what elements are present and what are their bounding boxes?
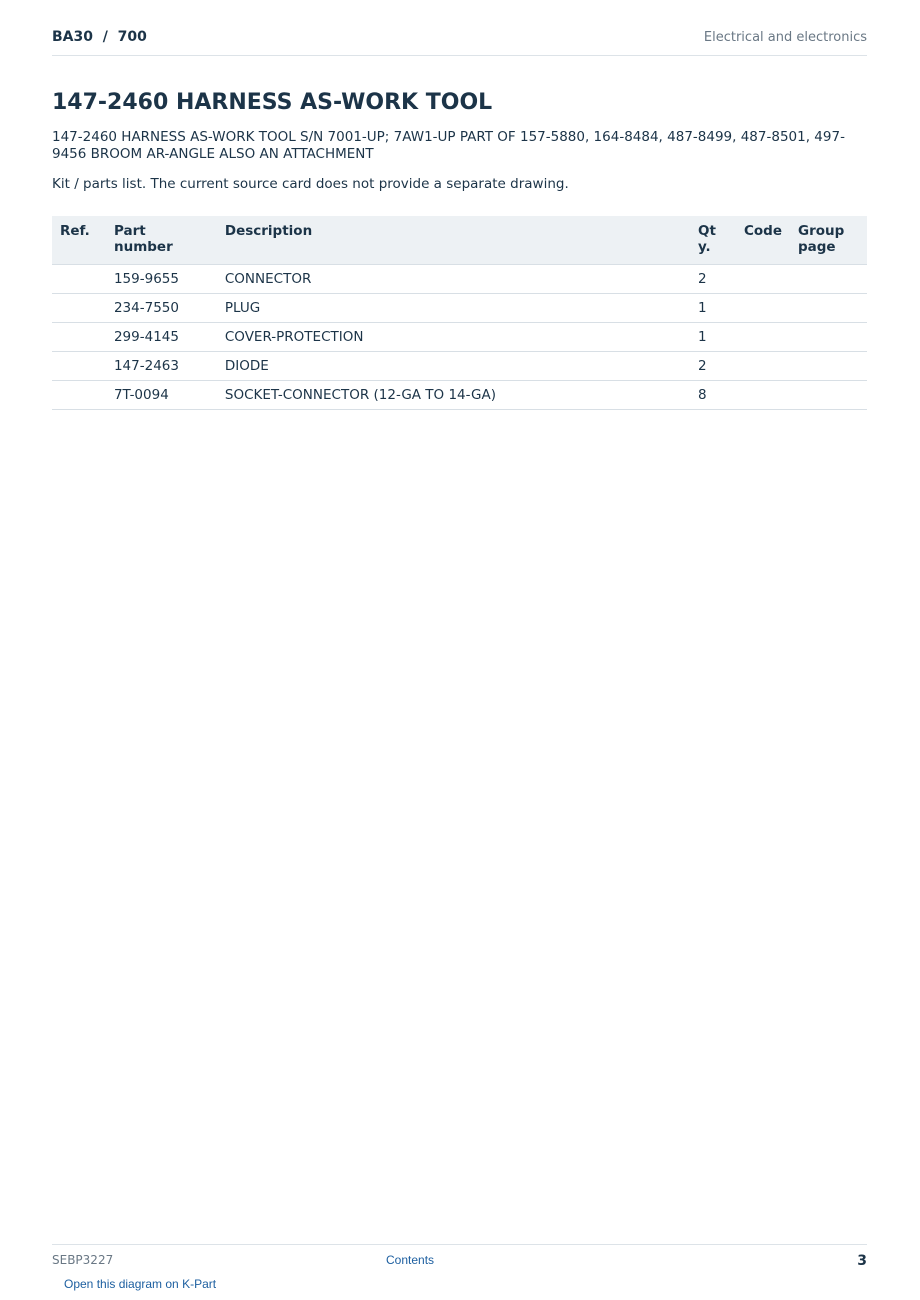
cell-ref bbox=[52, 293, 106, 322]
cell-description: COVER-PROTECTION bbox=[217, 322, 690, 351]
header-part-number: Part number bbox=[106, 216, 217, 264]
cell-description: DIODE bbox=[217, 351, 690, 380]
header-group-page: Group page bbox=[790, 216, 867, 264]
page-footer bbox=[52, 1244, 867, 1275]
cell-qty: 2 bbox=[690, 264, 736, 293]
contents-link[interactable]: Contents bbox=[386, 1253, 435, 1267]
cell-part-number: 7T-0094 bbox=[106, 380, 217, 409]
cell-ref bbox=[52, 380, 106, 409]
cell-qty: 1 bbox=[690, 322, 736, 351]
page-header bbox=[52, 28, 867, 56]
cell-group-page bbox=[790, 351, 867, 380]
cell-part-number: 159-9655 bbox=[106, 264, 217, 293]
cell-qty: 2 bbox=[690, 351, 736, 380]
source-note: Kit / parts list. The current source card does not provide a separate drawing. bbox=[52, 176, 569, 192]
table-header-row bbox=[52, 216, 867, 264]
cell-code bbox=[736, 264, 790, 293]
cell-ref bbox=[52, 264, 106, 293]
header-qty-label: Qty. bbox=[698, 223, 716, 255]
cell-qty: 1 bbox=[690, 293, 736, 322]
page-number: 3 bbox=[857, 1253, 867, 1269]
table-row bbox=[52, 380, 867, 409]
page-subtitle: 147-2460 HARNESS AS-WORK TOOL S/N 7001-UP; 7AW1-UP PART OF 157-5880, 164-8484, 487-8499, 487-8501, 497-9456 BROOM AR-ANGLE ALSO AN ATTACHMENT bbox=[52, 129, 845, 162]
cell-code bbox=[736, 351, 790, 380]
cell-ref bbox=[52, 351, 106, 380]
header-ref: Ref. bbox=[52, 216, 106, 264]
open-diagram-link[interactable]: Open this diagram on K-Part bbox=[64, 1277, 217, 1291]
header-code: Code bbox=[736, 216, 790, 264]
document-id: SEBP3227 bbox=[52, 1253, 114, 1267]
table-row bbox=[52, 351, 867, 380]
cell-description: PLUG bbox=[217, 293, 690, 322]
cell-code bbox=[736, 380, 790, 409]
cell-part-number: 299-4145 bbox=[106, 322, 217, 351]
cell-qty: 8 bbox=[690, 380, 736, 409]
parts-table bbox=[52, 216, 867, 410]
table-row bbox=[52, 264, 867, 293]
cell-group-page bbox=[790, 264, 867, 293]
cell-group-page bbox=[790, 380, 867, 409]
cell-ref bbox=[52, 322, 106, 351]
page-title: 147-2460 HARNESS AS-WORK TOOL bbox=[52, 90, 493, 115]
header-description: Description bbox=[217, 216, 690, 264]
cell-group-page bbox=[790, 293, 867, 322]
header-qty bbox=[690, 216, 736, 264]
section-title: Electrical and electronics bbox=[703, 30, 867, 45]
table-row bbox=[52, 322, 867, 351]
cell-description: CONNECTOR bbox=[217, 264, 690, 293]
cell-code bbox=[736, 322, 790, 351]
table-row bbox=[52, 293, 867, 322]
breadcrumb: BA30 / 700 bbox=[52, 29, 147, 45]
cell-code bbox=[736, 293, 790, 322]
cell-part-number: 147-2463 bbox=[106, 351, 217, 380]
cell-description: SOCKET-CONNECTOR (12-GA TO 14-GA) bbox=[217, 380, 690, 409]
cell-part-number: 234-7550 bbox=[106, 293, 217, 322]
cell-group-page bbox=[790, 322, 867, 351]
